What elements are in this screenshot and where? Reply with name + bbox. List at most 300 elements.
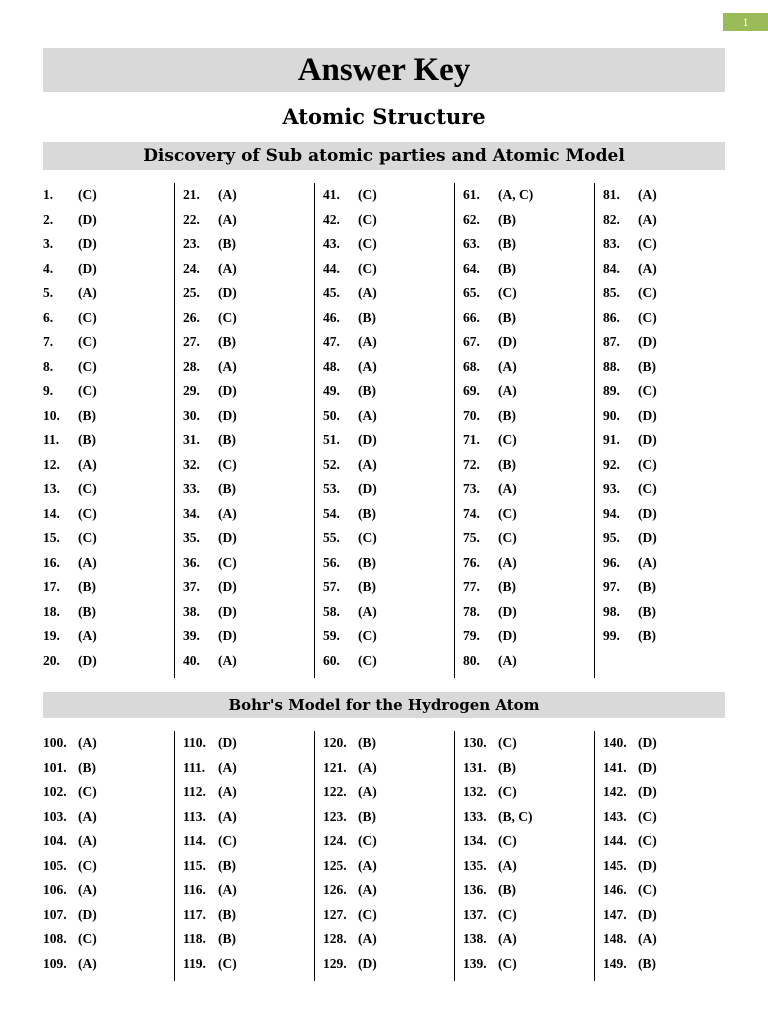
answer-row — [323, 404, 453, 429]
answer-row — [183, 780, 313, 805]
answer-option: (B) — [358, 383, 376, 398]
question-number: 37. — [183, 579, 200, 594]
question-number: 148. — [603, 931, 627, 946]
answer-option: (C) — [498, 530, 517, 545]
question-number: 108. — [43, 931, 67, 946]
question-number: 93. — [603, 481, 620, 496]
answer-option: (B) — [78, 432, 96, 447]
question-number: 9. — [43, 383, 54, 398]
question-number: 99. — [603, 628, 620, 643]
answer-row — [463, 379, 593, 404]
question-number: 65. — [463, 285, 480, 300]
question-number: 133. — [463, 808, 487, 824]
answer-row — [43, 600, 173, 625]
question-number: 97. — [603, 579, 620, 594]
question-number: 82. — [603, 211, 620, 227]
answer-row — [43, 903, 173, 928]
answer-option: (C) — [638, 309, 657, 325]
answer-option: (B, C) — [498, 808, 533, 824]
answer-option: (B) — [638, 603, 656, 619]
answer-option: (C) — [638, 456, 657, 472]
question-number: 77. — [463, 579, 480, 594]
question-number: 89. — [603, 383, 620, 398]
answer-row — [183, 731, 313, 756]
answer-row — [463, 731, 593, 756]
answer-option: (C) — [638, 833, 657, 848]
answer-row — [603, 829, 733, 854]
answer-option: (C) — [78, 481, 97, 496]
answer-option: (D) — [78, 236, 97, 251]
question-number: 44. — [323, 260, 340, 276]
question-number: 101. — [43, 759, 67, 775]
answer-row — [323, 355, 453, 380]
question-number: 126. — [323, 882, 347, 897]
title-bar — [43, 48, 725, 92]
question-number: 8. — [43, 358, 54, 374]
answer-option: (A) — [498, 554, 517, 570]
question-number: 78. — [463, 603, 480, 619]
answer-option: (D) — [638, 784, 657, 799]
question-number: 11. — [43, 432, 60, 447]
answer-option: (A) — [498, 383, 517, 398]
answer-option: (D) — [498, 334, 517, 349]
answer-row — [603, 477, 733, 502]
answer-option: (C) — [78, 530, 97, 545]
answer-option: (C) — [358, 833, 377, 848]
answer-row — [323, 453, 453, 478]
answer-row — [463, 780, 593, 805]
question-number: 15. — [43, 530, 60, 545]
answer-row — [463, 257, 593, 282]
answer-row — [183, 404, 313, 429]
answer-row — [603, 927, 733, 952]
question-number: 94. — [603, 505, 620, 521]
question-number: 61. — [463, 187, 480, 202]
question-number: 16. — [43, 554, 60, 570]
question-number: 111. — [183, 759, 206, 775]
question-number: 130. — [463, 735, 487, 750]
answer-option: (A) — [78, 628, 97, 643]
question-number: 106. — [43, 882, 67, 897]
answer-option: (C) — [218, 554, 237, 570]
answer-row — [463, 232, 593, 257]
answer-option: (A) — [218, 187, 237, 202]
question-number: 75. — [463, 530, 480, 545]
question-number: 131. — [463, 759, 487, 775]
question-number: 144. — [603, 833, 627, 848]
answer-option: (D) — [78, 211, 97, 227]
question-number: 67. — [463, 334, 480, 349]
answer-option: (B) — [218, 432, 236, 447]
answer-row — [43, 306, 173, 331]
answer-row — [43, 355, 173, 380]
answer-option: (C) — [218, 456, 237, 472]
answer-row — [323, 502, 453, 527]
question-number: 139. — [463, 955, 487, 971]
answer-option: (B) — [218, 857, 236, 873]
answer-row — [43, 551, 173, 576]
question-number: 2. — [43, 211, 54, 227]
answer-option: (D) — [78, 906, 97, 922]
question-number: 26. — [183, 309, 200, 325]
answer-row — [323, 756, 453, 781]
question-number: 142. — [603, 784, 627, 799]
answer-column — [323, 731, 453, 976]
question-number: 5. — [43, 285, 54, 300]
answer-row — [603, 878, 733, 903]
answer-row — [183, 600, 313, 625]
answer-option: (B) — [498, 579, 516, 594]
question-number: 19. — [43, 628, 60, 643]
answer-row — [603, 575, 733, 600]
question-number: 85. — [603, 285, 620, 300]
answer-row — [603, 428, 733, 453]
answer-option: (C) — [498, 735, 517, 750]
answer-option: (C) — [218, 833, 237, 848]
answer-option: (C) — [78, 784, 97, 799]
question-number: 60. — [323, 652, 340, 668]
question-number: 18. — [43, 603, 60, 619]
answer-option: (B) — [498, 309, 516, 325]
answer-option: (B) — [498, 456, 516, 472]
question-number: 24. — [183, 260, 200, 276]
question-number: 113. — [183, 808, 206, 824]
answer-row — [323, 575, 453, 600]
answer-option: (B) — [638, 955, 656, 971]
answer-row — [183, 477, 313, 502]
question-number: 135. — [463, 857, 487, 873]
answer-option: (A) — [498, 857, 517, 873]
answer-row — [183, 502, 313, 527]
answer-option: (B) — [78, 603, 96, 619]
answer-option: (C) — [78, 358, 97, 374]
question-number: 7. — [43, 334, 54, 349]
answer-row — [463, 829, 593, 854]
answer-option: (A) — [358, 407, 377, 423]
answer-option: (C) — [358, 530, 377, 545]
question-number: 107. — [43, 906, 67, 922]
answer-option: (A) — [78, 735, 97, 750]
question-number: 31. — [183, 432, 200, 447]
question-number: 21. — [183, 187, 200, 202]
answer-option: (C) — [498, 432, 517, 447]
answer-row — [603, 903, 733, 928]
answer-option: (B) — [638, 358, 656, 374]
answer-row — [323, 551, 453, 576]
answer-row — [603, 952, 733, 977]
answer-option: (C) — [498, 955, 517, 971]
answer-row — [323, 952, 453, 977]
answer-row — [183, 805, 313, 830]
answer-row — [463, 306, 593, 331]
answer-row — [43, 731, 173, 756]
answer-row — [43, 183, 173, 208]
answer-row — [183, 281, 313, 306]
answer-option: (D) — [218, 603, 237, 619]
answer-option: (D) — [638, 432, 657, 447]
question-number: 123. — [323, 808, 347, 824]
answer-row — [603, 306, 733, 331]
answer-option: (A) — [498, 931, 517, 946]
question-number: 30. — [183, 407, 200, 423]
question-number: 125. — [323, 857, 347, 873]
answer-option: (C) — [78, 309, 97, 325]
answer-option: (D) — [638, 530, 657, 545]
answer-row — [183, 257, 313, 282]
answer-row — [323, 624, 453, 649]
question-number: 51. — [323, 432, 340, 447]
answer-row — [323, 306, 453, 331]
answer-option: (A) — [638, 187, 657, 202]
answer-option: (A) — [358, 456, 377, 472]
question-number: 88. — [603, 358, 620, 374]
answer-row — [43, 854, 173, 879]
answer-option: (B) — [78, 759, 96, 775]
answer-column — [43, 183, 173, 673]
answer-row — [323, 477, 453, 502]
answer-option: (B) — [498, 211, 516, 227]
answer-option: (A) — [358, 882, 377, 897]
question-number: 71. — [463, 432, 480, 447]
answer-option: (B) — [638, 628, 656, 643]
answer-row — [183, 551, 313, 576]
answer-row — [603, 208, 733, 233]
question-number: 146. — [603, 882, 627, 897]
answer-option: (D) — [638, 334, 657, 349]
question-number: 13. — [43, 481, 60, 496]
question-number: 117. — [183, 906, 206, 922]
answer-option: (C) — [638, 236, 657, 251]
question-number: 79. — [463, 628, 480, 643]
question-number: 137. — [463, 906, 487, 922]
question-number: 103. — [43, 808, 67, 824]
answer-option: (A) — [358, 603, 377, 619]
answer-row — [603, 232, 733, 257]
answer-row — [183, 952, 313, 977]
question-number: 66. — [463, 309, 480, 325]
answer-column — [183, 731, 313, 976]
answer-row — [603, 404, 733, 429]
question-number: 64. — [463, 260, 480, 276]
answer-row — [323, 829, 453, 854]
answer-row — [43, 927, 173, 952]
question-number: 40. — [183, 652, 200, 668]
answer-option: (C) — [498, 906, 517, 922]
answer-row — [323, 428, 453, 453]
answer-option: (A) — [638, 554, 657, 570]
question-number: 58. — [323, 603, 340, 619]
answer-option: (C) — [358, 187, 377, 202]
answer-row — [183, 878, 313, 903]
question-number: 23. — [183, 236, 200, 251]
answer-row — [603, 281, 733, 306]
answer-option: (B) — [358, 505, 376, 521]
answer-row — [43, 780, 173, 805]
answer-row — [43, 477, 173, 502]
question-number: 140. — [603, 735, 627, 750]
answer-row — [183, 854, 313, 879]
question-number: 55. — [323, 530, 340, 545]
answer-row — [43, 624, 173, 649]
answer-row — [183, 624, 313, 649]
answer-row — [183, 183, 313, 208]
answer-row — [43, 829, 173, 854]
answer-option: (A) — [218, 784, 237, 799]
answer-row — [43, 208, 173, 233]
question-number: 69. — [463, 383, 480, 398]
answer-option: (B) — [498, 236, 516, 251]
answer-row — [183, 208, 313, 233]
question-number: 81. — [603, 187, 620, 202]
answer-option: (D) — [218, 735, 237, 750]
answer-option: (B) — [218, 481, 236, 496]
question-number: 149. — [603, 955, 627, 971]
answer-option: (D) — [218, 285, 237, 300]
question-number: 83. — [603, 236, 620, 251]
answer-option: (C) — [358, 628, 377, 643]
question-number: 53. — [323, 481, 340, 496]
answer-option: (C) — [218, 309, 237, 325]
answer-option: (A) — [78, 833, 97, 848]
answer-row — [323, 649, 453, 674]
answer-option: (B) — [638, 579, 656, 594]
answer-row — [323, 330, 453, 355]
answer-row — [463, 428, 593, 453]
answer-row — [323, 208, 453, 233]
question-number: 90. — [603, 407, 620, 423]
answer-row — [43, 878, 173, 903]
answer-option: (C) — [78, 857, 97, 873]
answer-row — [323, 805, 453, 830]
answer-row — [323, 780, 453, 805]
answer-option: (D) — [638, 759, 657, 775]
answer-option: (D) — [358, 955, 377, 971]
question-number: 98. — [603, 603, 620, 619]
question-number: 132. — [463, 784, 487, 799]
answer-row — [43, 257, 173, 282]
answer-row — [323, 257, 453, 282]
answer-row — [43, 428, 173, 453]
answer-option: (A) — [218, 652, 237, 668]
answer-row — [43, 453, 173, 478]
answer-row — [603, 805, 733, 830]
question-number: 10. — [43, 407, 60, 423]
answer-option: (A) — [218, 882, 237, 897]
answer-row — [43, 649, 173, 674]
question-number: 36. — [183, 554, 200, 570]
question-number: 127. — [323, 906, 347, 922]
question-number: 39. — [183, 628, 200, 643]
question-number: 73. — [463, 481, 480, 496]
answer-option: (A) — [218, 358, 237, 374]
question-number: 62. — [463, 211, 480, 227]
answer-column — [603, 183, 733, 649]
question-number: 104. — [43, 833, 67, 848]
answer-row — [183, 927, 313, 952]
answer-option: (A) — [78, 285, 97, 300]
question-number: 84. — [603, 260, 620, 276]
question-number: 63. — [463, 236, 480, 251]
question-number: 3. — [43, 236, 54, 251]
answer-option: (C) — [218, 955, 237, 971]
question-number: 4. — [43, 260, 54, 276]
answer-row — [603, 526, 733, 551]
answer-column — [463, 731, 593, 976]
answer-row — [183, 453, 313, 478]
question-number: 41. — [323, 187, 340, 202]
answer-row — [183, 330, 313, 355]
answer-option: (B) — [358, 554, 376, 570]
page-number-badge: 1 — [723, 13, 768, 31]
answer-row — [463, 649, 593, 674]
answer-row — [323, 281, 453, 306]
answer-option: (B) — [358, 808, 376, 824]
answer-column — [463, 183, 593, 673]
answer-row — [603, 551, 733, 576]
question-number: 115. — [183, 857, 206, 873]
answer-option: (A) — [78, 882, 97, 897]
question-number: 50. — [323, 407, 340, 423]
answer-option: (A) — [498, 652, 517, 668]
answer-option: (B) — [78, 579, 96, 594]
question-number: 92. — [603, 456, 620, 472]
answer-option: (D) — [218, 530, 237, 545]
answer-row — [43, 404, 173, 429]
answer-option: (C) — [638, 882, 657, 897]
answer-option: (A) — [78, 808, 97, 824]
answer-option: (A) — [498, 358, 517, 374]
question-number: 96. — [603, 554, 620, 570]
answer-row — [603, 379, 733, 404]
answer-row — [463, 600, 593, 625]
answer-row — [323, 927, 453, 952]
answer-option: (C) — [498, 833, 517, 848]
answer-option: (B) — [358, 735, 376, 750]
answer-option: (B) — [78, 407, 96, 423]
answer-row — [463, 355, 593, 380]
answer-option: (D) — [498, 628, 517, 643]
answer-option: (C) — [358, 652, 377, 668]
question-number: 118. — [183, 931, 206, 946]
question-number: 38. — [183, 603, 200, 619]
answer-row — [463, 756, 593, 781]
answer-row — [463, 624, 593, 649]
answer-row — [463, 805, 593, 830]
answer-row — [463, 330, 593, 355]
subject-heading: Atomic Structure — [282, 104, 486, 129]
answer-row — [183, 379, 313, 404]
question-number: 122. — [323, 784, 347, 799]
question-number: 120. — [323, 735, 347, 750]
answer-option: (D) — [78, 260, 97, 276]
question-number: 76. — [463, 554, 480, 570]
question-number: 22. — [183, 211, 200, 227]
question-number: 29. — [183, 383, 200, 398]
answer-row — [183, 575, 313, 600]
answer-option: (A) — [358, 857, 377, 873]
answer-option: (A) — [78, 554, 97, 570]
question-number: 42. — [323, 211, 340, 227]
answer-row — [603, 731, 733, 756]
question-number: 112. — [183, 784, 206, 799]
question-number: 124. — [323, 833, 347, 848]
question-number: 33. — [183, 481, 200, 496]
answer-option: (A, C) — [498, 187, 534, 202]
answer-option: (D) — [358, 432, 377, 447]
answer-row — [43, 575, 173, 600]
answer-row — [603, 183, 733, 208]
answer-row — [463, 453, 593, 478]
